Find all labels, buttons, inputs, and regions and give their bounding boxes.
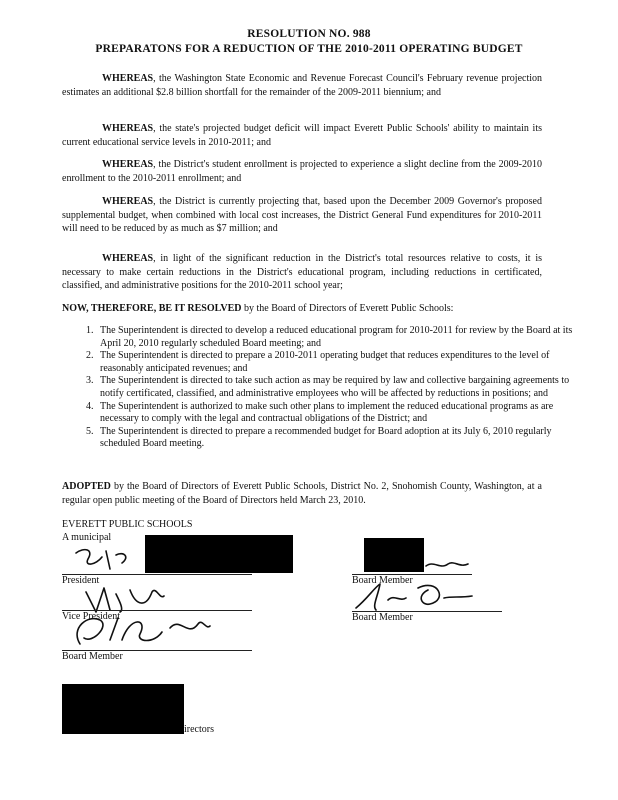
board-member-label-left: Board Member	[62, 651, 123, 662]
whereas-lead: WHEREAS	[102, 253, 154, 264]
redaction-block	[145, 535, 293, 573]
vice-president-label: Vice President	[62, 611, 120, 622]
adopted-lead: ADOPTED	[62, 481, 111, 492]
board-member-label-right-2: Board Member	[352, 612, 413, 623]
adopted-clause	[62, 480, 542, 507]
whereas-clause-4	[62, 195, 542, 236]
list-item: 3. The Superintendent is directed to take such action as may be required by law and collective bargaining agreements to notify certificated, classified, and administrative employees who will be affected by reductions in positions; and	[96, 375, 576, 400]
whereas-text: , the District is currently projecting that, based upon the December 2009 Governor's proposed supplemental budget, when combined with local cost increases, the District General Fund expenditures for 2010-2011 will need to be reduced by as much as $7 million; and	[62, 196, 542, 234]
whereas-lead: WHEREAS	[102, 196, 154, 207]
whereas-text: , in light of the significant reduction in the District's total resources relative to costs, it is necessary to make certain reductions in the District's educational program, including reductions in certificated, classified, and administrative positions for the 2010-2011 school year;	[62, 253, 542, 291]
whereas-text: , the District's student enrollment is projected to experience a slight decline from the 2009-2010 enrollment to the 2010-2011 enrollment; and	[62, 159, 542, 184]
whereas-text: , the state's projected budget deficit will impact Everett Public Schools' ability to maintain its current educational service levels in 2010-2011; and	[62, 123, 542, 148]
secretary-label: irectors	[184, 724, 214, 735]
whereas-lead: WHEREAS	[102, 73, 154, 84]
whereas-clause-5	[62, 252, 542, 293]
directive-list	[62, 325, 576, 451]
adopted-text: by the Board of Directors of Everett Public Schools, District No. 2, Snohomish County, Washington, at a regular open public meeting of the Board of Directors held March 23, 2010.	[62, 481, 542, 506]
signature-president	[72, 545, 132, 575]
president-label: President	[62, 575, 100, 586]
resolution-number: RESOLUTION NO. 988	[247, 28, 371, 40]
list-item: 2. The Superintendent is directed to prepare a 2010-2011 operating budget that reduces expenditures to the level of reasonably anticipated revenues; and	[96, 350, 576, 375]
whereas-clause-2	[62, 122, 542, 149]
signature-board-member-left	[70, 610, 220, 654]
list-item: 4. The Superintendent is authorized to make such other plans to implement the reduced educational programs as are necessary to comply with the legal and contractual obligations of the District; and	[96, 401, 576, 426]
org-name: EVERETT PUBLIC SCHOOLS	[62, 519, 193, 530]
redaction-block	[364, 538, 424, 572]
resolved-text: by the Board of Directors of Everett Public Schools:	[241, 303, 454, 314]
signature-board-member-right-1	[424, 556, 484, 574]
org-subtitle: A municipal	[62, 532, 112, 543]
whereas-lead: WHEREAS	[102, 123, 154, 134]
resolved-clause	[62, 302, 542, 316]
board-member-label-right-1: Board Member	[352, 575, 413, 586]
resolution-title: PREPARATONS FOR A REDUCTION OF THE 2010-2011 OPERATING BUDGET	[95, 43, 523, 55]
list-item: 1. The Superintendent is directed to develop a reduced educational program for 2010-2011 for review by the Board at its April 20, 2010 regularly scheduled Board meeting; and	[96, 325, 576, 350]
whereas-lead: WHEREAS	[102, 159, 154, 170]
redaction-block	[62, 684, 184, 734]
list-item: 5. The Superintendent is directed to prepare a recommended budget for Board adoption at its July 6, 2010 regularly scheduled Board meeting.	[96, 426, 576, 451]
whereas-clause-3	[62, 158, 542, 185]
whereas-text: , the Washington State Economic and Revenue Forecast Council's February revenue projection estimates an additional $2.8 billion shortfall for the remainder of the 2009-2011 biennium; and	[62, 73, 542, 98]
whereas-clause-1	[62, 72, 542, 99]
resolved-lead: NOW, THEREFORE, BE IT RESOLVED	[62, 303, 242, 314]
